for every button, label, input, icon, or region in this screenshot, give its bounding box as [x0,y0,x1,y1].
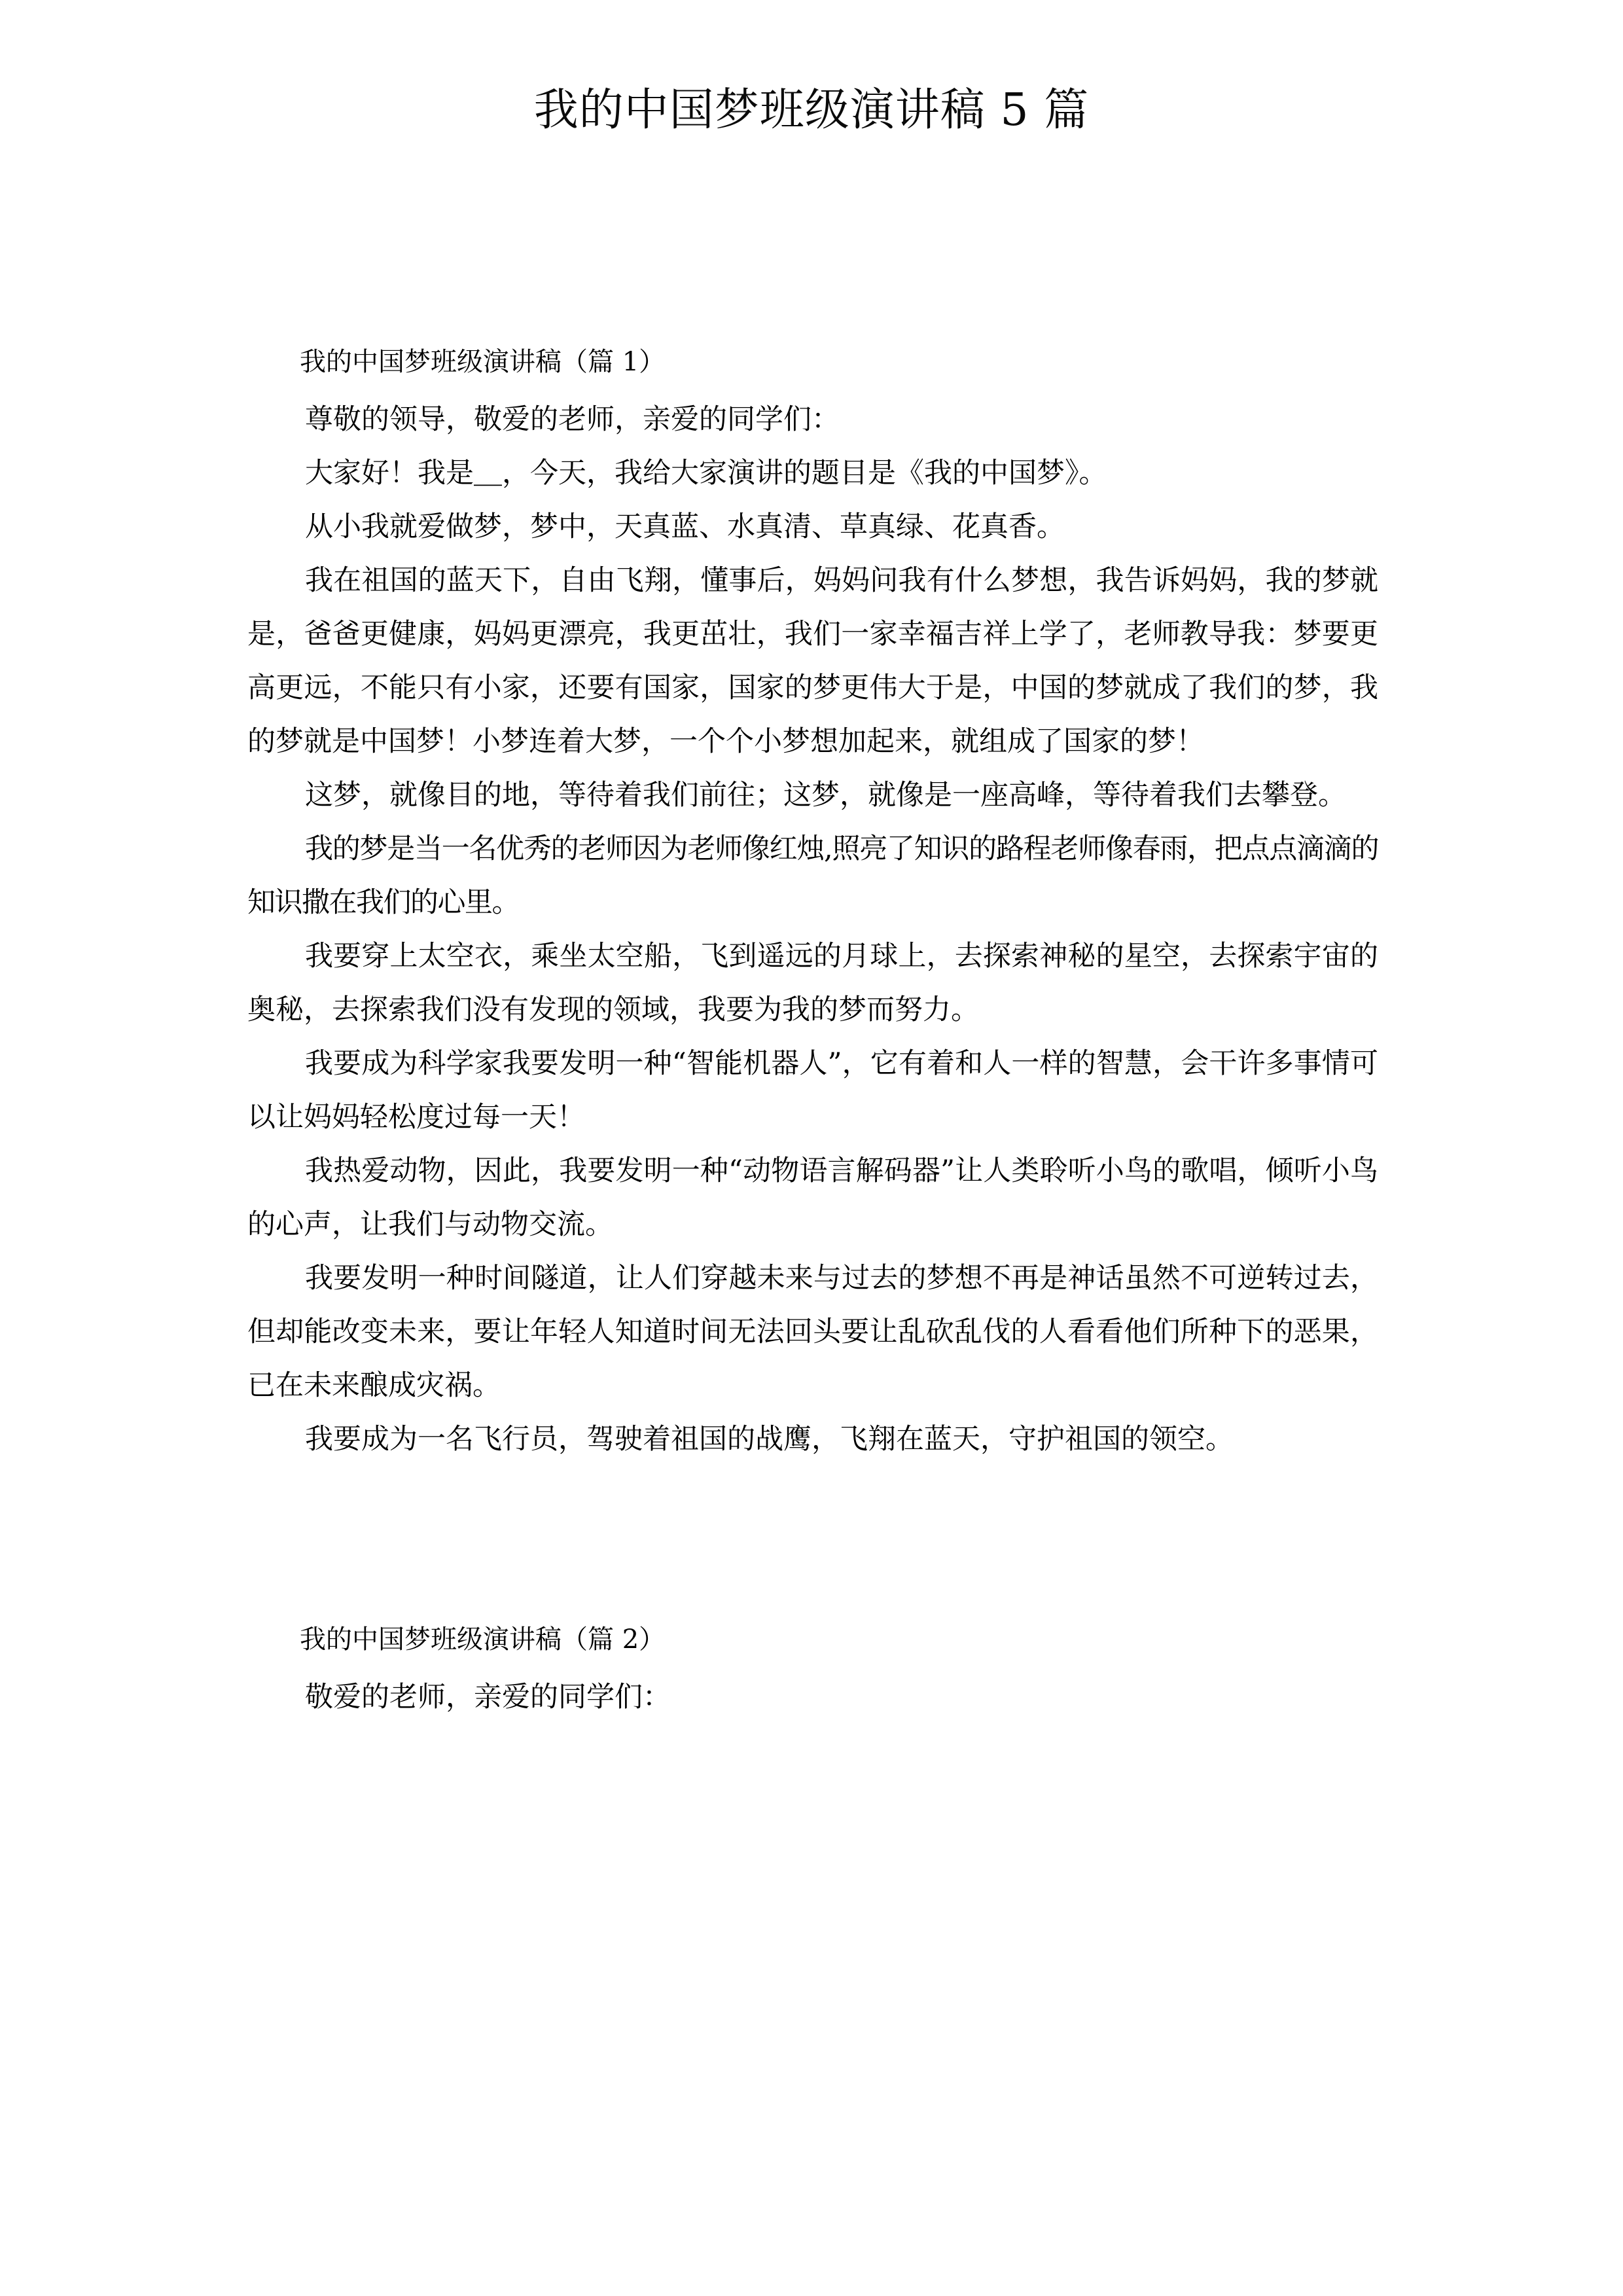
spacer [247,384,1378,393]
paragraph: 敬爱的老师，亲爱的同学们： [305,1681,671,1713]
document-body [247,340,1378,1724]
section-gap [247,1466,1378,1618]
paragraph: 我要发明一种时间隧道，让人们穿越未来与过去的梦想不再是神话虽然不可逆转过去，但却能改变未来，要让年轻人知道时间无法回头要让乱砍乱伐的人看看他们所种下的恶果，已在未来酿成灾祸。 [247,1262,1378,1402]
paragraph: 我要穿上太空衣，乘坐太空船，飞到遥远的月球上，去探索神秘的星空，去探索宇宙的奥秘，去探索我们没有发现的领域，我要为我的梦而努力。 [247,940,1378,1026]
paragraph: 我要成为一名飞行员，驾驶着祖国的战鹰，飞翔在蓝天，守护祖国的领空。 [305,1423,1234,1456]
section-heading-2: 我的中国梦班级演讲稿（篇 2） [300,1624,666,1655]
spacer [247,1661,1378,1670]
paragraph: 我的梦是当一名优秀的老师因为老师像红烛,照亮了知识的路程老师像春雨，把点点滴滴的知识撒在我们的心里。 [247,833,1378,919]
paragraph: 我热爱动物，因此，我要发明一种“动物语言解码器”让人类聆听小鸟的歌唱，倾听小鸟的心声，让我们与动物交流。 [247,1155,1378,1241]
paragraph: 从小我就爱做梦，梦中，天真蓝、水真清、草真绿、花真香。 [305,511,1065,543]
paragraph: 这梦，就像目的地，等待着我们前往；这梦，就像是一座高峰，等待着我们去攀登。 [305,779,1346,812]
paragraph: 大家好！我是＿，今天，我给大家演讲的题目是《我的中国梦》。 [305,457,1107,490]
page-title: 我的中国梦班级演讲稿 5 篇 [533,84,1090,136]
section-heading-1: 我的中国梦班级演讲稿（篇 1） [300,347,666,377]
paragraph: 我在祖国的蓝天下，自由飞翔，懂事后，妈妈问我有什么梦想，我告诉妈妈，我的梦就是，爸爸更健康，妈妈更漂亮，我更茁壮，我们一家幸福吉祥上学了，老师教导我：梦要更高更远，不能只有小家，还要有国家，国家的梦更伟大于是，中国的梦就成了我们的梦，我的梦就是中国梦！小梦连着大梦，一个个小梦想加起来，就组成了国家的梦！ [247,564,1378,758]
paragraph: 我要成为科学家我要发明一种“智能机器人”，它有着和人一样的智慧，会干许多事情可以让妈妈轻松度过每一天！ [247,1047,1378,1134]
paragraph: 尊敬的领导，敬爱的老师，亲爱的同学们： [305,403,840,436]
